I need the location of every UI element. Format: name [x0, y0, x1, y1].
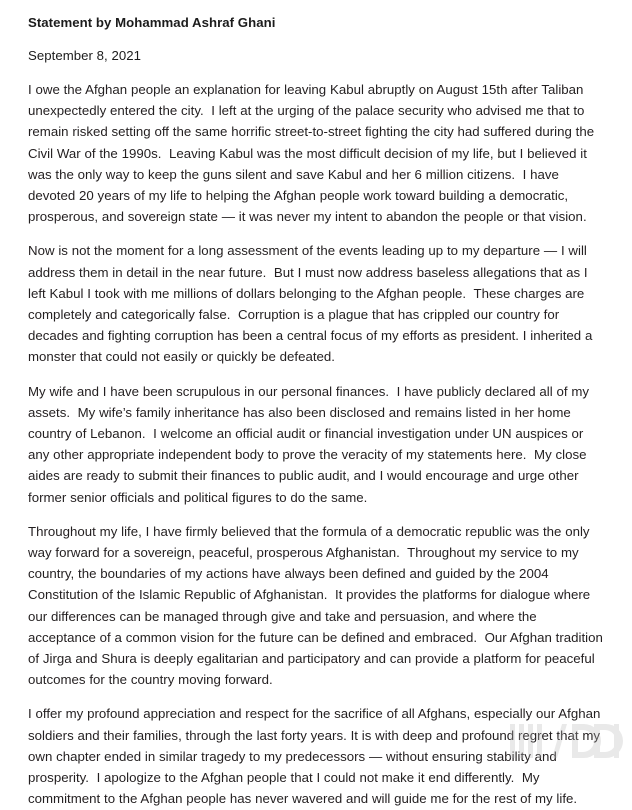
body-paragraph: Throughout my life, I have firmly believed that the formula of a democratic republic was the only way forward for a sovereign, peaceful, prosperous Afghanistan. Throughout my service to my country, the boundaries of my actions have always been defined and guided by the 2004 Constitution of the Islamic Republic of Afghanistan. It provides the platforms for dialogue where our differences can be managed through give and take and persuasion, and where the acceptance of a common vision for the future can be defined and embraced. Our Afghan tradition of Jirga and Shura is deeply egalitarian and participatory and can provide a platform for peaceful outcomes for the country moving forward. [28, 523, 607, 688]
body-paragraph: My wife and I have been scrupulous in our personal finances. I have publicly declared all of my assets. My wife’s family inheritance has also been disclosed and remains listed in her home country of Lebanon. I welcome an official audit or financial investigation under UN auspices or any other appropriate independent body to prove the veracity of my statements here. My close aides are ready to submit their finances to public audit, and I would encourage and urge other former senior officials and political figures to do the same. [28, 383, 593, 505]
document-date: September 8, 2021 [28, 48, 142, 63]
body-paragraph: I offer my profound appreciation and respect for the sacrifice of all Afghans, especially our Afghan soldiers and their families, through the last forty years. It is with deep and profound regret that my own chapter ended in similar tragedy to my predecessors — without ensuring stability and prosperity. I apologize to the Afghan people that I could not make it end differently. My commitment to the Afghan people has never wavered and will guide me for the rest of my life. [28, 706, 605, 807]
body-paragraph: Now is not the moment for a long assessment of the events leading up to my departure — I will address them in detail in the near future. But I must now address baseless allegations that as I left Kabul I took with me millions of dollars belonging to the Afghan people. These charges are completely and categorically false. Corruption is a plague that has crippled our country for decades and fighting corruption has been a central focus of my efforts as president. I inherited a monster that could not easily or quickly be defeated. [28, 243, 597, 365]
body-paragraph: I owe the Afghan people an explanation for leaving Kabul abruptly on August 15th after Taliban unexpectedly entered the city. I left at the urging of the palace security who advised me that to remain risked setting off the same horrific street-to-street fighting the city had suffered during the Civil War of the 1990s. Leaving Kabul was the most difficult decision of my life, but I believed it was the only way to keep the guns silent and save Kabul and her 6 million citizens. I have devoted 20 years of my life to helping the Afghan people work toward building a democratic, prosperous, and sovereign state — it was never my intent to abandon the people or that vision. [28, 82, 598, 225]
page-title: Statement by Mohammad Ashraf Ghani [28, 15, 276, 30]
